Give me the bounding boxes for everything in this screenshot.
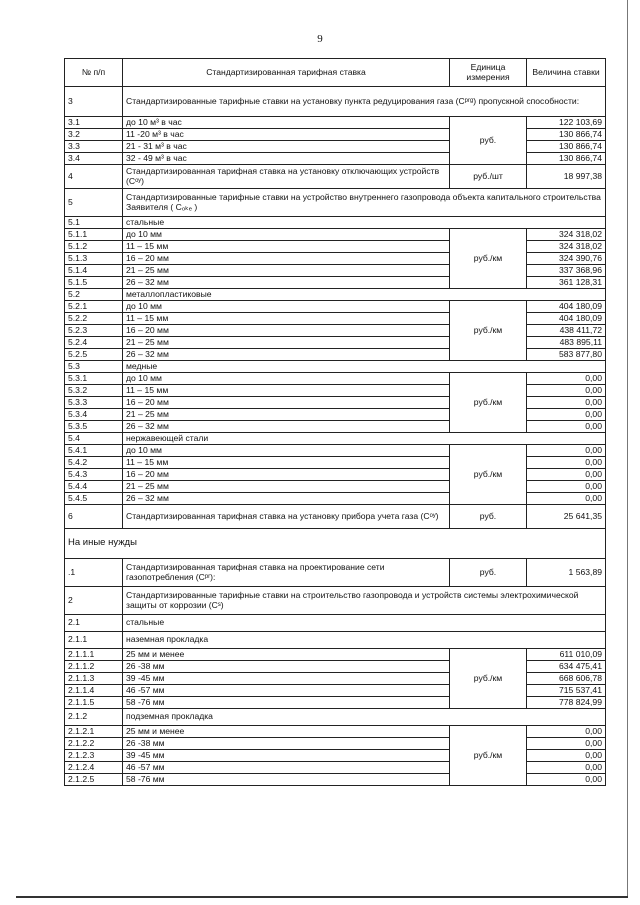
row-text: до 10 мм [123,373,450,385]
table-row [65,117,606,129]
row-num: 5.1.3 [65,253,123,265]
row-unit: руб./км [450,726,527,786]
row-num: 5.2.3 [65,325,123,337]
row-text: подземная прокладка [123,709,606,726]
row-num: 2.1.1.2 [65,661,123,673]
row-value: 324 390,76 [527,253,606,265]
row-num: 2.1 [65,615,123,632]
row-text: 21 – 25 мм [123,337,450,349]
row-text: 26 – 32 мм [123,349,450,361]
page-number: 9 [317,33,323,45]
row-value: 25 641,35 [527,505,606,529]
table-row [65,189,606,217]
row-num: 2.1.2.5 [65,774,123,786]
row-value: 0,00 [527,469,606,481]
row-text: 26 – 32 мм [123,493,450,505]
row-text: 46 -57 мм [123,685,450,697]
table-row [65,445,606,457]
row-text: наземная прокладка [123,632,606,649]
row-value: 324 318,02 [527,241,606,253]
row-num: 5.2.2 [65,313,123,325]
row-num: 2.1.1.3 [65,673,123,685]
row-text: 46 -57 мм [123,762,450,774]
row-text: Стандартизированные тарифные ставки на установку пункта редуцирования газа (Cᵖʳᵍ) пропускной способности: [123,87,606,117]
scan-edge-right [627,0,628,898]
row-text: 32 - 49 м³ в час [123,153,450,165]
row-num: 3.2 [65,129,123,141]
row-unit: руб. [450,559,527,587]
row-value: 483 895,11 [527,337,606,349]
table-row [65,559,606,587]
row-text: 16 – 20 мм [123,253,450,265]
row-text: 26 – 32 мм [123,421,450,433]
table-row [65,87,606,117]
row-value: 361 128,31 [527,277,606,289]
row-num: 2.1.2.4 [65,762,123,774]
row-num: 2.1.2 [65,709,123,726]
row-unit: руб. [450,117,527,165]
row-value: 634 475,41 [527,661,606,673]
row-value: 404 180,09 [527,313,606,325]
row-text: 16 – 20 мм [123,325,450,337]
row-value: 0,00 [527,762,606,774]
row-value: 0,00 [527,774,606,786]
row-num: 2.1.1.5 [65,697,123,709]
row-text: нержавеющей стали [123,433,606,445]
row-value: 337 368,96 [527,265,606,277]
row-text: до 10 м³ в час [123,117,450,129]
row-text: 16 – 20 мм [123,397,450,409]
row-num: .1 [65,559,123,587]
table-row [65,361,606,373]
row-num: 4 [65,165,123,189]
row-num: 5.4 [65,433,123,445]
row-num: 5.4.1 [65,445,123,457]
row-num: 5 [65,189,123,217]
row-num: 2.1.1.4 [65,685,123,697]
table-row [65,301,606,313]
row-text: Стандартизированные тарифные ставки на строительство газопровода и устройств системы электрохимической защиты от коррозии (Cˢ) [123,587,606,615]
row-num: 5.2.5 [65,349,123,361]
row-num: 5.3.4 [65,409,123,421]
row-value: 438 411,72 [527,325,606,337]
row-text: стальные [123,615,606,632]
row-text: 21 – 25 мм [123,265,450,277]
row-value: 130 866,74 [527,153,606,165]
row-value: 668 606,78 [527,673,606,685]
row-text: 39 -45 мм [123,673,450,685]
table-row [65,726,606,738]
row-value: 715 537,41 [527,685,606,697]
row-text: 16 – 20 мм [123,469,450,481]
row-value: 0,00 [527,445,606,457]
row-num: 3.3 [65,141,123,153]
table-row [65,709,606,726]
tariff-table [64,58,606,786]
row-num: 2.1.2.3 [65,750,123,762]
row-value: 0,00 [527,726,606,738]
row-unit: руб./км [450,649,527,709]
row-text: 25 мм и менее [123,726,450,738]
row-text: медные [123,361,606,373]
row-unit: руб./км [450,373,527,433]
row-num: 5.3.5 [65,421,123,433]
row-value: 583 877,80 [527,349,606,361]
row-value: 611 010,09 [527,649,606,661]
row-num: 2 [65,587,123,615]
row-text: 21 - 31 м³ в час [123,141,450,153]
row-num: 2.1.1 [65,632,123,649]
row-value: 0,00 [527,421,606,433]
row-value: 404 180,09 [527,301,606,313]
row-text: 58 -76 мм [123,774,450,786]
row-text: 21 – 25 мм [123,409,450,421]
header-num: № п/п [65,59,123,87]
row-num: 5.1.4 [65,265,123,277]
row-text: 39 -45 мм [123,750,450,762]
section-header-row [65,529,606,559]
row-value: 1 563,89 [527,559,606,587]
row-num: 5.1.5 [65,277,123,289]
header-value: Величина ставки [527,59,606,87]
row-text: 58 -76 мм [123,697,450,709]
row-unit: руб./км [450,445,527,505]
table-row [65,649,606,661]
row-num: 5.2.1 [65,301,123,313]
row-num: 3.4 [65,153,123,165]
row-text: до 10 мм [123,301,450,313]
row-num: 5.1.1 [65,229,123,241]
row-text: 26 -38 мм [123,661,450,673]
row-num: 2.1.2.2 [65,738,123,750]
row-value: 324 318,02 [527,229,606,241]
table-row [65,229,606,241]
scan-edge-bottom [16,896,628,898]
row-num: 5.1 [65,217,123,229]
row-value: 0,00 [527,481,606,493]
row-text: металлопластиковые [123,289,606,301]
row-text: 26 -38 мм [123,738,450,750]
row-value: 0,00 [527,750,606,762]
row-text: 11 – 15 мм [123,385,450,397]
row-value: 0,00 [527,397,606,409]
row-text: до 10 мм [123,445,450,457]
row-text: 11 – 15 мм [123,313,450,325]
header-unit: Единица измерения [450,59,527,87]
table-row [65,373,606,385]
row-unit: руб. [450,505,527,529]
table-header-row [65,59,606,87]
row-num: 2.1.2.1 [65,726,123,738]
table-row [65,217,606,229]
row-text: Стандартизированная тарифная ставка на установку отключающих устройств (Cᵒʸ) [123,165,450,189]
row-num: 5.4.2 [65,457,123,469]
table-row [65,289,606,301]
row-num: 5.1.2 [65,241,123,253]
row-text: 11 -20 м³ в час [123,129,450,141]
row-unit: руб./км [450,229,527,289]
row-value: 18 997,38 [527,165,606,189]
row-value: 122 103,69 [527,117,606,129]
row-num: 6 [65,505,123,529]
row-value: 0,00 [527,385,606,397]
row-value: 0,00 [527,493,606,505]
table-row [65,505,606,529]
row-text: 11 – 15 мм [123,457,450,469]
row-unit: руб./шт [450,165,527,189]
row-value: 0,00 [527,409,606,421]
row-num: 5.3.2 [65,385,123,397]
row-value: 130 866,74 [527,141,606,153]
row-num: 5.2.4 [65,337,123,349]
row-text: 25 мм и менее [123,649,450,661]
row-num: 3 [65,87,123,117]
table-row [65,433,606,445]
row-text: до 10 мм [123,229,450,241]
row-num: 5.4.3 [65,469,123,481]
row-text: 26 – 32 мм [123,277,450,289]
row-text: Стандартизированная тарифная ставка на установку прибора учета газа (Cᵒʸ) [123,505,450,529]
row-value: 0,00 [527,738,606,750]
row-num: 5.3.1 [65,373,123,385]
row-text: Стандартизированные тарифные ставки на устройство внутреннего газопровода объекта капитального строительства Заявителя ( Cₒₖₑ ) [123,189,606,217]
row-text: Стандартизированная тарифная ставка на проектирование сети газопотребления (Cᵖʳ): [123,559,450,587]
row-text: 21 – 25 мм [123,481,450,493]
row-unit: руб./км [450,301,527,361]
header-name: Стандартизированная тарифная ставка [123,59,450,87]
row-num: 5.4.4 [65,481,123,493]
row-value: 130 866,74 [527,129,606,141]
table-row [65,165,606,189]
table-row [65,615,606,632]
section-header: На иные нужды [65,529,606,559]
row-text: стальные [123,217,606,229]
table-row [65,632,606,649]
row-num: 2.1.1.1 [65,649,123,661]
row-value: 0,00 [527,373,606,385]
row-num: 5.4.5 [65,493,123,505]
table-row [65,587,606,615]
row-text: 11 – 15 мм [123,241,450,253]
row-num: 5.2 [65,289,123,301]
row-value: 778 824,99 [527,697,606,709]
row-num: 3.1 [65,117,123,129]
row-num: 5.3.3 [65,397,123,409]
row-num: 5.3 [65,361,123,373]
row-value: 0,00 [527,457,606,469]
